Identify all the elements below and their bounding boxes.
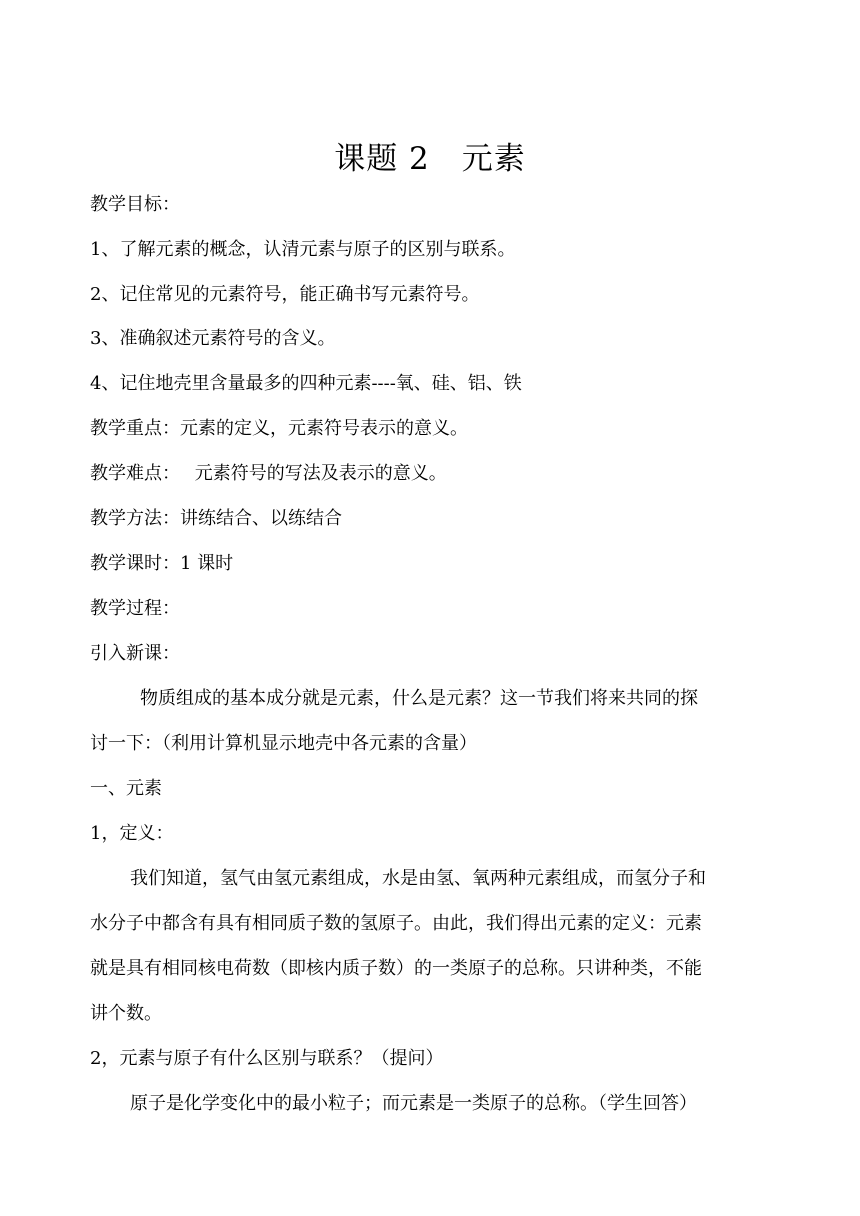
- teaching-method: 教学方法：讲练结合、以练结合: [90, 508, 342, 529]
- teaching-hours: 教学课时：1 课时: [90, 553, 234, 574]
- definition-line-3: 就是具有相同核电荷数（即核内质子数）的一类原子的总称。只讲种类，不能: [90, 958, 702, 979]
- definition-line-1: 我们知道，氢气由氢元素组成，水是由氢、氧两种元素组成，而氢分子和: [130, 868, 706, 889]
- process-heading: 教学过程：: [90, 598, 180, 619]
- section-heading: 一、元素: [90, 778, 162, 799]
- intro-heading: 引入新课：: [90, 643, 180, 664]
- answer-line: 原子是化学变化中的最小粒子；而元素是一类原子的总称。（学生回答）: [130, 1093, 697, 1114]
- objective-item-4: 4、记住地壳里含量最多的四种元素----氧、硅、铝、铁: [90, 373, 522, 394]
- difficulties: 教学难点： 元素符号的写法及表示的意义。: [90, 463, 447, 484]
- objective-item-3: 3、准确叙述元素符号的含义。: [90, 328, 336, 349]
- objectives-heading: 教学目标：: [90, 194, 180, 215]
- objective-item-1: 1、了解元素的概念，认清元素与原子的区别与联系。: [90, 239, 516, 260]
- question-line: 2，元素与原子有什么区别与联系？（提问）: [90, 1048, 444, 1069]
- document-title: 课题 2 元素: [334, 141, 526, 177]
- objective-item-2: 2、记住常见的元素符号，能正确书写元素符号。: [90, 284, 480, 305]
- definition-line-2: 水分子中都含有具有相同质子数的氢原子。由此，我们得出元素的定义：元素: [90, 913, 702, 934]
- definition-heading: 1，定义：: [90, 823, 174, 844]
- key-points: 教学重点：元素的定义，元素符号表示的意义。: [90, 418, 468, 439]
- intro-line-1: 物质组成的基本成分就是元素，什么是元素？这一节我们将来共同的探: [140, 688, 698, 709]
- definition-line-4: 讲个数。: [90, 1003, 162, 1024]
- intro-line-2: 讨一下：（利用计算机显示地壳中各元素的含量）: [90, 733, 477, 754]
